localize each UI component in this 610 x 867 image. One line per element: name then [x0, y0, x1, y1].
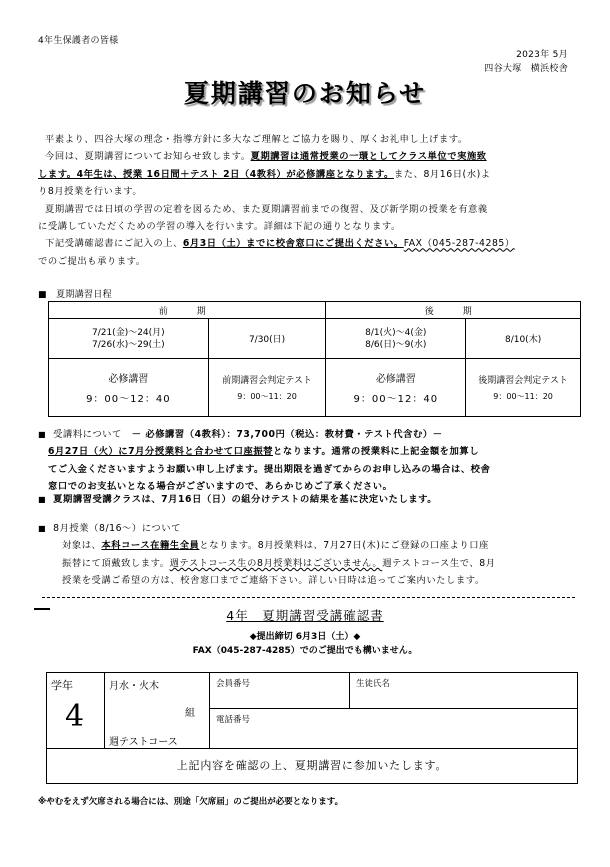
cut-line	[42, 597, 575, 598]
course-cell	[105, 673, 210, 749]
grade-value: 4	[65, 699, 85, 734]
intro-p4c: FAX（045-287-4285）	[403, 238, 515, 250]
intro-p2a: 今回は、夏期講習についてお知らせ致します。	[45, 151, 251, 163]
august-line3: 授業を受講ご希望の方は、校舎窓口までご連絡下さい。詳しい日時は追ってご案内いたします。	[62, 575, 485, 587]
class-suffix: 組	[185, 708, 195, 719]
first-required-label: 必修講習	[108, 374, 149, 385]
fees-line2a: 6月27日（火）に7月分授業料と合わせて口座振替	[48, 446, 274, 458]
intro	[38, 131, 578, 270]
intro-p4b: 6月3日（土）までに校舎窓口にご提出ください。	[182, 238, 404, 250]
class-note	[38, 491, 583, 508]
intro-p3b: に受講していただくための学習の導入を行います。詳細は下記の通りとなります。	[38, 221, 401, 233]
august-line1b: 本科コース在籍生全員	[101, 540, 200, 552]
first-test-time: 9：00～11：20	[237, 392, 297, 401]
august-line2c: 週テストコース生で、8月	[382, 557, 496, 569]
second-test-date: 8/10(木)	[466, 319, 581, 359]
intro-p2b: 夏期講習は通常授業の一環としてクラス単位で実施致	[250, 151, 487, 163]
page-title: 夏期講習のお知らせ	[183, 79, 427, 108]
august-line2b: 週テストコース生の8月授業料はございません。	[169, 557, 383, 569]
schedule-table	[48, 301, 581, 417]
application-form	[46, 672, 578, 784]
form-deadline: ◆提出締切 6月3日（土）◆	[249, 632, 361, 642]
student-name-field[interactable]	[350, 673, 577, 709]
fees-line1a: 受講料について	[53, 429, 132, 440]
grade-cell	[47, 673, 105, 749]
intro-p4d: でのご提出も承ります。	[38, 255, 146, 267]
member-no-field[interactable]	[210, 673, 350, 709]
form-fax: FAX（045-287-4285）でのご提出でも構いません。	[192, 646, 418, 656]
first-dates-cell	[49, 319, 209, 359]
sender: 四谷大塚 横浜校舎	[484, 64, 568, 74]
first-dates-2: 7/26(水)～29(土)	[91, 339, 165, 350]
second-required-label: 必修講習	[375, 374, 416, 385]
second-required-cell	[326, 359, 466, 417]
intro-p2e: り8月授業を行います。	[38, 186, 143, 198]
second-test-label: 後期講習会判定テスト	[478, 376, 568, 386]
grade-label: 学年	[51, 679, 73, 692]
phone-field[interactable]	[210, 709, 577, 749]
intro-p3a: 夏期講習では日頃の学習の定着を図るため、また夏期講習前までの復習、及び新学期の授業を有意義	[45, 203, 488, 215]
second-term-header: 後 期	[326, 302, 581, 319]
fees-line3: てご入金くださいますようお願い申し上げます。提出期限を過ぎてからのお申し込みの場合は、校舎	[48, 463, 491, 475]
fees-line1b: － 必修講習（4教科）：73,700円（税込：教材費・テスト代含む）－	[131, 429, 443, 440]
first-dates-1: 7/21(金)～24(月)	[91, 327, 165, 338]
second-dates-1: 8/1(火)～4(金)	[365, 327, 427, 338]
first-required-cell	[49, 359, 209, 417]
second-dates-2: 8/6(日)～9(水)	[365, 339, 427, 350]
first-term-header: 前 期	[49, 302, 326, 319]
august-heading: 8月授業（8/16～）について	[53, 523, 181, 534]
footnote: ※やむをえず欠席される場合には、別途「欠席届」のご提出が必要となります。	[38, 797, 344, 807]
intro-p1: 平素より、四谷大塚の理念・指導方針に多大なご理解とご協力を賜り、厚くお礼申し上げます。	[45, 134, 468, 145]
member-no-label: 会員番号	[216, 679, 251, 689]
intro-p2d: また、8月16日(水)よ	[393, 168, 491, 180]
august-line1a: 対象は、	[62, 540, 102, 552]
first-required-time: 9：00～12：40	[86, 394, 171, 405]
fees-line4: 窓口でのお支払いとなる場合がございますので、あらかじめご了承ください。	[48, 481, 393, 493]
student-name-label: 生徒氏名	[356, 679, 391, 689]
second-test-cell	[466, 359, 581, 417]
fees-bullet: ■	[38, 430, 47, 439]
days-text: 月水・火木	[109, 681, 159, 692]
form-title	[0, 606, 610, 624]
august-bullet: ■	[38, 524, 47, 533]
date: 2023年 5月	[516, 50, 568, 60]
second-required-time: 9：00～12：40	[353, 394, 439, 405]
intro-p2c: します。4年生は、授業 16日間＋テスト 2日（4教科）が必修講座となります。	[38, 168, 394, 180]
first-test-cell	[208, 359, 326, 417]
first-test-label: 前期講習会判定テスト	[222, 376, 312, 386]
schedule-heading: ■ 夏期講習日程	[38, 290, 112, 300]
august-section	[38, 520, 583, 590]
august-line2a: 振替にて頂戴致します。	[62, 557, 170, 569]
course-text: 週テストコース	[109, 737, 178, 748]
second-dates-cell	[326, 319, 466, 359]
addressee: 4年生保護者の皆様	[38, 36, 119, 46]
phone-label: 電話番号	[216, 715, 251, 725]
intro-p4a: 下記受講確認書にご記入の上、	[45, 238, 183, 250]
fees-line2b: となります。通常の授業料に上記金額を加算し	[273, 446, 480, 458]
class-note-bullet: ■	[38, 495, 47, 504]
confirmation-text: 上記内容を確認の上、夏期講習に参加いたします。	[176, 759, 448, 772]
first-test-date: 7/30(日)	[208, 319, 326, 359]
fees-section	[38, 426, 583, 496]
class-note-text: 夏期講習受講クラスは、7月16日（日）の組分けテストの結果を基に決定いたします。	[53, 494, 438, 505]
august-line1c: となります。8月授業料は、7月27日(木)にご登録の口座より口座	[199, 540, 489, 552]
second-test-time: 9：00～11：20	[493, 392, 553, 401]
form-title-text: 4年 夏期講習受講確認書	[226, 608, 384, 623]
